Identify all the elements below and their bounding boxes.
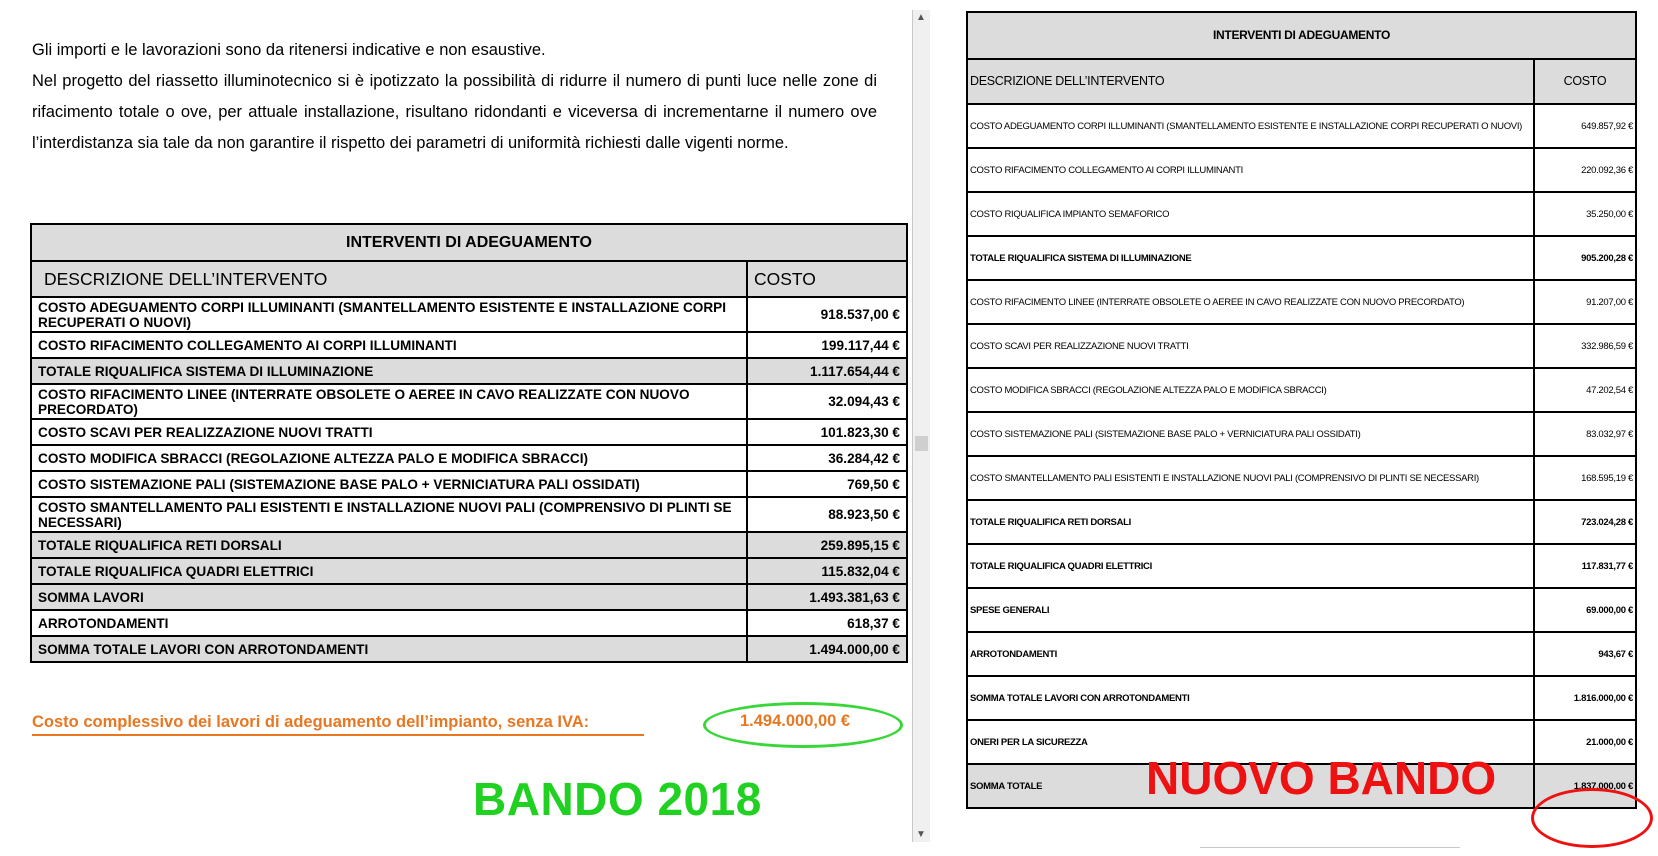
green-highlight-oval <box>703 702 903 748</box>
row-description: COSTO ADEGUAMENTO CORPI ILLUMINANTI (SMANTELLAMENTO ESISTENTE E INSTALLAZIONE CORPI RECUPERATI O NUOVI) <box>31 297 747 332</box>
row-description: COSTO MODIFICA SBRACCI (REGOLAZIONE ALTEZZA PALO E MODIFICA SBRACCI) <box>967 368 1534 412</box>
right-cost-table <box>966 11 1637 809</box>
table-row-total <box>967 676 1636 720</box>
table-row <box>31 610 907 636</box>
row-description: COSTO SISTEMAZIONE PALI (SISTEMAZIONE BASE PALO + VERNICIATURA PALI OSSIDATI) <box>967 412 1534 456</box>
row-description: TOTALE RIQUALIFICA SISTEMA DI ILLUMINAZIONE <box>31 358 747 384</box>
page-edge-line <box>1200 847 1460 848</box>
row-cost: 259.895,15 € <box>747 532 907 558</box>
table-row <box>967 456 1636 500</box>
table-row <box>31 384 907 419</box>
intro-line: Gli importi e le lavorazioni sono da ritenersi indicative e non esaustive. <box>32 41 546 59</box>
row-cost: 649.857,92 € <box>1534 104 1636 148</box>
left-col-cost-header: COSTO <box>747 261 907 297</box>
scroll-up-icon[interactable]: ▲ <box>916 12 926 23</box>
row-description: COSTO SMANTELLAMENTO PALI ESISTENTI E INSTALLAZIONE NUOVI PALI (COMPRENSIVO DI PLINTI SE NECESSARI) <box>31 497 747 532</box>
left-col-desc-header: DESCRIZIONE DELL’INTERVENTO <box>31 261 747 297</box>
row-description: COSTO SCAVI PER REALIZZAZIONE NUOVI TRATTI <box>967 324 1534 368</box>
row-description: TOTALE RIQUALIFICA RETI DORSALI <box>967 500 1534 544</box>
intro-paragraph: Nel progetto del riassetto illuminotecnico si è ipotizzato la possibilità di ridurre il numero di punti luce nelle zone di rifacimento totale o ove, per attuale installazione, risultano ridondanti e viceversa di incrementarne il numero ove l’interdistanza sia tale da non garantire il rispetto dei parametri di uniformità richiesti dalle vigenti norme. <box>32 72 877 152</box>
row-description: SOMMA TOTALE LAVORI CON ARROTONDAMENTI <box>967 676 1534 720</box>
row-description: ARROTONDAMENTI <box>967 632 1534 676</box>
vertical-scrollbar[interactable] <box>912 10 931 842</box>
row-cost: 332.986,59 € <box>1534 324 1636 368</box>
right-document-page <box>930 0 1658 856</box>
table-row <box>967 280 1636 324</box>
summary-value: 1.494.000,00 € <box>740 712 851 730</box>
row-description: COSTO SCAVI PER REALIZZAZIONE NUOVI TRATTI <box>31 419 747 445</box>
row-description: ONERI PER LA SICUREZZA <box>967 720 1534 764</box>
table-row-total <box>31 532 907 558</box>
table-row <box>967 104 1636 148</box>
row-description: TOTALE RIQUALIFICA RETI DORSALI <box>31 532 747 558</box>
summary-label: Costo complessivo dei lavori di adeguamento dell’impianto, senza IVA: <box>32 713 644 736</box>
table-row <box>31 297 907 332</box>
table-row-total <box>967 544 1636 588</box>
row-description: TOTALE RIQUALIFICA QUADRI ELETTRICI <box>967 544 1534 588</box>
row-description: SPESE GENERALI <box>967 588 1534 632</box>
scroll-down-icon[interactable]: ▼ <box>916 829 926 840</box>
row-description: COSTO RIFACIMENTO LINEE (INTERRATE OBSOLETE O AEREE IN CAVO REALIZZATE CON NUOVO PRECORDATO) <box>967 280 1534 324</box>
red-highlight-oval <box>1531 788 1653 848</box>
row-cost: 32.094,43 € <box>747 384 907 419</box>
row-description: TOTALE RIQUALIFICA QUADRI ELETTRICI <box>31 558 747 584</box>
row-cost: 918.537,00 € <box>747 297 907 332</box>
row-cost: 35.250,00 € <box>1534 192 1636 236</box>
row-description: SOMMA TOTALE LAVORI CON ARROTONDAMENTI <box>31 636 747 662</box>
row-cost: 220.092,36 € <box>1534 148 1636 192</box>
row-description: COSTO SISTEMAZIONE PALI (SISTEMAZIONE BASE PALO + VERNICIATURA PALI OSSIDATI) <box>31 471 747 497</box>
left-table-title: INTERVENTI DI ADEGUAMENTO <box>31 224 907 261</box>
table-row <box>31 497 907 532</box>
table-row-total <box>31 558 907 584</box>
row-description: COSTO RIQUALIFICA IMPIANTO SEMAFORICO <box>967 192 1534 236</box>
row-cost: 69.000,00 € <box>1534 588 1636 632</box>
row-cost: 168.595,19 € <box>1534 456 1636 500</box>
row-description: COSTO SMANTELLAMENTO PALI ESISTENTI E INSTALLAZIONE NUOVI PALI (COMPRENSIVO DI PLINTI SE NECESSARI) <box>967 456 1534 500</box>
row-cost: 101.823,30 € <box>747 419 907 445</box>
row-cost: 88.923,50 € <box>747 497 907 532</box>
scroll-thumb[interactable] <box>915 436 928 451</box>
left-cost-table <box>30 223 908 663</box>
row-description: COSTO MODIFICA SBRACCI (REGOLAZIONE ALTEZZA PALO E MODIFICA SBRACCI) <box>31 445 747 471</box>
row-cost: 115.832,04 € <box>747 558 907 584</box>
row-cost: 769,50 € <box>747 471 907 497</box>
table-row-total <box>31 584 907 610</box>
row-description: COSTO RIFACIMENTO COLLEGAMENTO AI CORPI ILLUMINANTI <box>31 332 747 358</box>
table-row-total <box>967 236 1636 280</box>
row-description: COSTO RIFACIMENTO LINEE (INTERRATE OBSOLETE O AEREE IN CAVO REALIZZATE CON NUOVO PRECORDATO) <box>31 384 747 419</box>
table-row <box>31 445 907 471</box>
table-row-total <box>967 632 1636 676</box>
table-row <box>967 192 1636 236</box>
table-row <box>31 419 907 445</box>
row-cost: 91.207,00 € <box>1534 280 1636 324</box>
row-cost: 1.837.000,00 € <box>1534 764 1636 808</box>
row-description: SOMMA LAVORI <box>31 584 747 610</box>
row-cost: 47.202,54 € <box>1534 368 1636 412</box>
row-cost: 36.284,42 € <box>747 445 907 471</box>
row-description: COSTO ADEGUAMENTO CORPI ILLUMINANTI (SMANTELLAMENTO ESISTENTE E INSTALLAZIONE CORPI RECUPERATI O NUOVI) <box>967 104 1534 148</box>
row-cost: 1.494.000,00 € <box>747 636 907 662</box>
right-col-cost-header: COSTO <box>1534 59 1636 104</box>
table-row-total <box>31 636 907 662</box>
row-cost: 1.816.000,00 € <box>1534 676 1636 720</box>
intro-text <box>32 35 877 159</box>
row-description: TOTALE RIQUALIFICA SISTEMA DI ILLUMINAZIONE <box>967 236 1534 280</box>
row-cost: 199.117,44 € <box>747 332 907 358</box>
table-row <box>967 324 1636 368</box>
row-cost: 117.831,77 € <box>1534 544 1636 588</box>
nuovo-bando-stamp: NUOVO BANDO <box>1146 752 1497 804</box>
right-table-title: INTERVENTI DI ADEGUAMENTO <box>967 12 1636 59</box>
row-cost: 723.024,28 € <box>1534 500 1636 544</box>
table-row <box>967 368 1636 412</box>
table-row <box>31 332 907 358</box>
row-cost: 618,37 € <box>747 610 907 636</box>
row-cost: 21.000,00 € <box>1534 720 1636 764</box>
row-description: ARROTONDAMENTI <box>31 610 747 636</box>
bando-2018-stamp: BANDO 2018 <box>473 773 762 825</box>
right-col-desc-header: DESCRIZIONE DELL’INTERVENTO <box>967 59 1534 104</box>
table-row-total <box>31 358 907 384</box>
row-cost: 1.117.654,44 € <box>747 358 907 384</box>
table-row <box>31 471 907 497</box>
row-cost: 905.200,28 € <box>1534 236 1636 280</box>
row-cost: 83.032,97 € <box>1534 412 1636 456</box>
row-cost: 943,67 € <box>1534 632 1636 676</box>
row-cost: 1.493.381,63 € <box>747 584 907 610</box>
table-row-total <box>967 588 1636 632</box>
table-row <box>967 412 1636 456</box>
table-row <box>967 148 1636 192</box>
row-description: SOMMA TOTALE <box>967 764 1534 808</box>
table-row-total <box>967 500 1636 544</box>
row-description: COSTO RIFACIMENTO COLLEGAMENTO AI CORPI ILLUMINANTI <box>967 148 1534 192</box>
